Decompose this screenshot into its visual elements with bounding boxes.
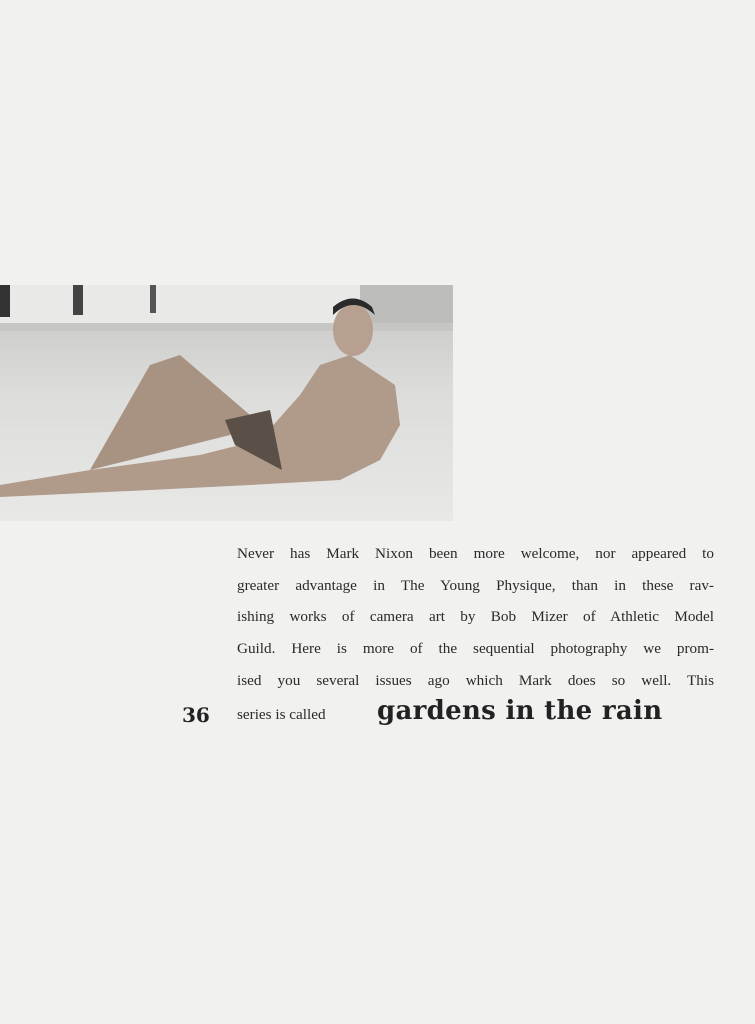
- body-line: Guild. Here is more of the sequential photography we prom-: [237, 640, 714, 658]
- body-line: ishing works of camera art by Bob Mizer of Athletic Model: [237, 608, 714, 626]
- lead-in-text: series is called: [237, 706, 326, 723]
- photo-reclining-model: [0, 285, 453, 521]
- page-number: 36: [182, 703, 210, 727]
- body-line: ised you several issues ago which Mark does so well. This: [237, 671, 714, 689]
- body-paragraph: [237, 538, 714, 697]
- photo-illustration: [0, 285, 453, 521]
- body-line: greater advantage in The Young Physique, than in these rav-: [237, 576, 714, 594]
- body-line: Never has Mark Nixon been more welcome, nor appeared to: [237, 545, 714, 562]
- series-title: gardens in the rain: [377, 696, 663, 726]
